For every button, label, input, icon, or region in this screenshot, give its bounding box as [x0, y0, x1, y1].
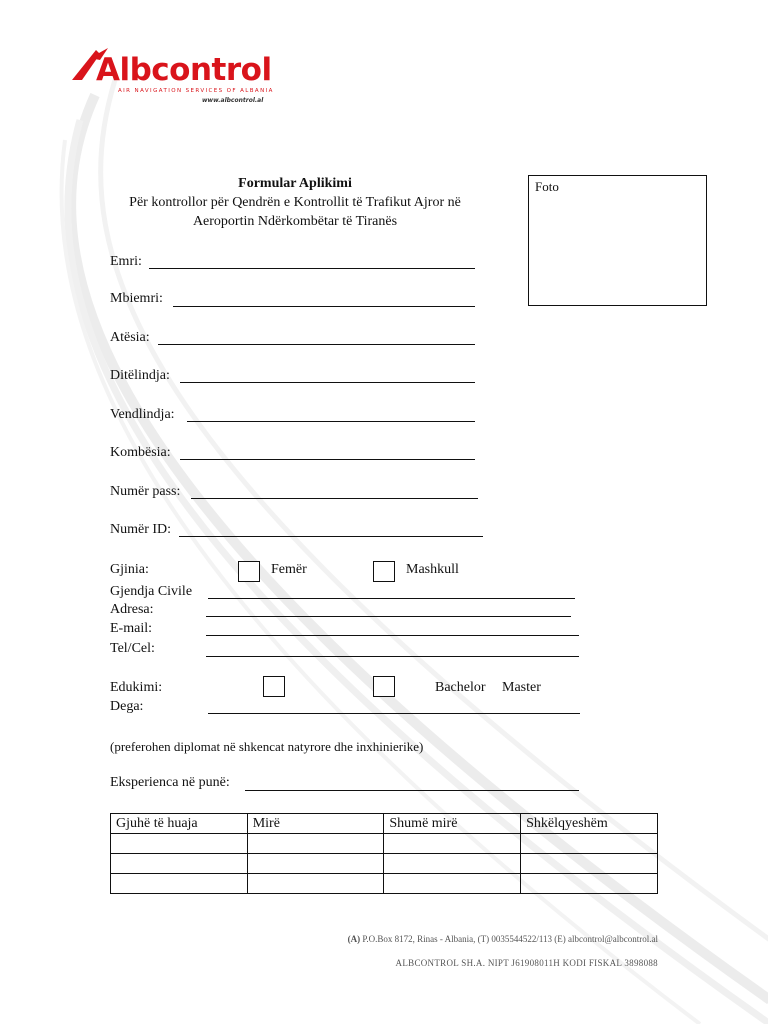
eksperienca-field[interactable]	[245, 790, 579, 791]
form-title: Formular Aplikimi	[238, 176, 352, 191]
table-cell[interactable]	[111, 854, 248, 874]
table-cell[interactable]	[247, 834, 384, 854]
ditelindja-field[interactable]	[180, 382, 475, 383]
company-logo	[70, 46, 290, 108]
gjendja-civile-field[interactable]	[208, 598, 575, 599]
bachelor-label: Bachelor	[435, 680, 486, 695]
footer-address-prefix: (A)	[347, 934, 361, 944]
table-cell[interactable]	[111, 874, 248, 894]
education-note: (preferohen diplomat në shkencat natyrore dhe inxhinierike)	[110, 739, 424, 754]
numer-pass-field[interactable]	[191, 498, 478, 499]
mbiemri-field[interactable]	[173, 306, 475, 307]
table-header-cell: Shkëlqyeshëm	[521, 814, 658, 834]
numer-id-label: Numër ID:	[110, 522, 172, 537]
table-cell[interactable]	[384, 854, 521, 874]
vendlindja-label: Vendlindja:	[110, 407, 175, 422]
master-label: Master	[502, 680, 541, 695]
form-subtitle-line2: Aeroportin Ndërkombëtar të Tiranës	[192, 214, 398, 229]
tel-field[interactable]	[206, 656, 579, 657]
kombesia-field[interactable]	[180, 459, 475, 460]
edukimi-label: Edukimi:	[110, 680, 163, 695]
emri-field[interactable]	[149, 268, 475, 269]
table-row	[111, 854, 658, 874]
table-cell[interactable]	[111, 834, 248, 854]
numer-pass-label: Numër pass:	[110, 484, 181, 499]
table-cell[interactable]	[247, 874, 384, 894]
ditelindja-label: Ditëlindja:	[110, 368, 170, 383]
numer-id-field[interactable]	[179, 536, 483, 537]
table-header-cell: Shumë mirë	[384, 814, 521, 834]
form-subtitle-line1: Për kontrollor për Qendrën e Kontrollit të Trafikut Ajror në	[129, 195, 461, 210]
table-header-cell: Mirë	[247, 814, 384, 834]
footer-address	[348, 934, 658, 944]
eksperienca-label: Eksperienca në punë:	[110, 775, 230, 790]
atesia-label: Atësia:	[110, 330, 150, 345]
footer-address-text: P.O.Box 8172, Rinas - Albania, (T) 0035544522/113 (E) albcontrol@albcontrol.al	[362, 934, 658, 944]
education-checkbox-2[interactable]	[373, 676, 395, 697]
male-label: Mashkull	[406, 562, 459, 577]
table-cell[interactable]	[384, 834, 521, 854]
atesia-field[interactable]	[158, 344, 475, 345]
logo-wordmark: Albcontrol	[96, 52, 272, 88]
table-row	[111, 834, 658, 854]
table-header-row	[111, 814, 658, 834]
logo-subtitle: AIR NAVIGATION SERVICES OF ALBANIA	[118, 88, 274, 94]
table-row	[111, 874, 658, 894]
table-cell[interactable]	[521, 854, 658, 874]
vendlindja-field[interactable]	[187, 421, 475, 422]
footer-company: ALBCONTROL SH.A. NIPT J61908011H KODI FISKAL 3898088	[395, 958, 658, 968]
table-cell[interactable]	[521, 874, 658, 894]
adresa-label: Adresa:	[110, 602, 154, 617]
email-label: E-mail:	[110, 621, 152, 636]
male-checkbox[interactable]	[373, 561, 395, 582]
dega-field[interactable]	[208, 713, 580, 714]
photo-box[interactable]	[528, 175, 707, 306]
language-table	[110, 813, 658, 894]
emri-label: Emri:	[110, 254, 142, 269]
female-label: Femër	[271, 562, 307, 577]
table-cell[interactable]	[521, 834, 658, 854]
table-cell[interactable]	[384, 874, 521, 894]
female-checkbox[interactable]	[238, 561, 260, 582]
gjendja-civile-label: Gjendja Civile	[110, 584, 193, 599]
dega-label: Dega:	[110, 699, 144, 714]
table-cell[interactable]	[247, 854, 384, 874]
photo-box-label: Foto	[535, 179, 559, 194]
email-field[interactable]	[206, 635, 579, 636]
gjinia-label: Gjinia:	[110, 562, 149, 577]
adresa-field[interactable]	[206, 616, 571, 617]
kombesia-label: Kombësia:	[110, 445, 171, 460]
mbiemri-label: Mbiemri:	[110, 291, 163, 306]
logo-website: www.albcontrol.al	[202, 97, 264, 104]
table-header-cell: Gjuhë të huaja	[111, 814, 248, 834]
education-checkbox-1[interactable]	[263, 676, 285, 697]
tel-label: Tel/Cel:	[110, 641, 155, 656]
